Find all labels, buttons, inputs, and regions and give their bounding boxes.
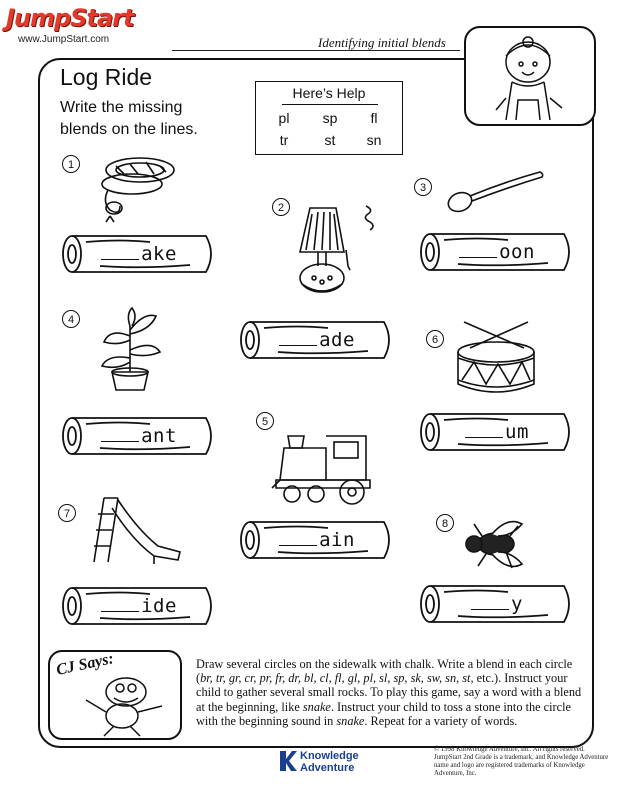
brand-name	[300, 750, 359, 774]
logo-url: www.JumpStart.com	[18, 34, 110, 45]
help-box	[255, 81, 403, 155]
help-blend: fl	[370, 110, 378, 126]
item-number: 1	[62, 155, 80, 173]
help-blend: sn	[366, 132, 382, 148]
log-answer	[418, 582, 576, 626]
answer-blank[interactable]	[101, 423, 139, 442]
word-ending: oon	[499, 241, 535, 263]
word-ending: ide	[141, 595, 177, 617]
fly-icon	[462, 516, 534, 572]
activity-blend-list: br, tr, gr, cr, pr, fr, dr, bl, cl, fl, gl, pl, sl, sp, sk, sw, sn, st,	[200, 671, 474, 686]
help-blend: sp	[322, 110, 338, 126]
log-answer	[418, 230, 576, 274]
log-word[interactable]	[238, 518, 396, 562]
slide-icon	[88, 490, 184, 566]
log-word[interactable]	[418, 230, 576, 274]
cj-frog-icon	[70, 672, 180, 738]
answer-blank[interactable]	[101, 593, 139, 612]
activity-text: etc.). Instruct your child to gather several small rocks. To play this game, say a word with a blend at the beginning, like	[196, 671, 582, 714]
log-word[interactable]	[418, 410, 576, 454]
help-box-rule	[282, 104, 378, 105]
train-icon	[270, 428, 376, 508]
brand-line: Adventure	[300, 762, 355, 774]
item-number: 2	[272, 198, 290, 216]
help-box-title: Here’s Help	[292, 85, 366, 101]
answer-blank[interactable]	[459, 239, 497, 258]
cj-says-box	[48, 650, 182, 740]
activity-text: . Instruct your child to toss a stone into the circle with the beginning sound in	[196, 699, 571, 728]
help-blend: tr	[279, 132, 289, 148]
log-answer	[238, 318, 396, 362]
answer-blank[interactable]	[101, 241, 139, 260]
word-ending: ant	[141, 425, 177, 447]
log-word[interactable]	[238, 318, 396, 362]
mascot-box	[464, 26, 596, 126]
word-ending: y	[511, 593, 523, 615]
log-answer	[238, 518, 396, 562]
help-blend: st	[324, 132, 336, 148]
logo-wordmark: JumpStart	[6, 4, 134, 32]
snake-icon	[96, 150, 180, 224]
item-number: 7	[58, 504, 76, 522]
cj-says-label: CJ Says:	[54, 650, 116, 679]
answer-blank[interactable]	[465, 419, 503, 438]
worksheet-subject: Identifying initial blends	[318, 35, 446, 50]
knowledge-adventure-logo	[276, 747, 396, 777]
spoon-icon	[444, 168, 548, 216]
log-answer	[418, 410, 576, 454]
word-ending: ake	[141, 243, 177, 265]
log-answer	[60, 232, 218, 276]
word-ending: ain	[319, 529, 355, 551]
brand-mark-icon	[276, 749, 298, 773]
plant-icon	[96, 306, 166, 394]
copyright-notice: © 1998 Knowledge Adventure, Inc. All rights reserved. JumpStart 2nd Grade is a trademark, and Knowledge Adventure name and logo are registered trademarks of Knowledge Adventure, Inc.	[434, 746, 609, 777]
log-word[interactable]	[418, 582, 576, 626]
word-ending: um	[505, 421, 529, 443]
item-number: 6	[426, 330, 444, 348]
answer-blank[interactable]	[471, 591, 509, 610]
answer-blank[interactable]	[279, 327, 317, 346]
worksheet-title: Log Ride	[60, 64, 153, 90]
item-number: 8	[436, 514, 454, 532]
word-ending: ade	[319, 329, 355, 351]
mascot-icon	[466, 28, 594, 124]
activity-text: . Repeat for a variety of words.	[364, 713, 518, 728]
activity-example-word: snake	[336, 713, 365, 728]
brand-line: Knowledge	[300, 750, 359, 762]
log-word[interactable]	[60, 584, 218, 628]
lamp-icon	[288, 200, 378, 300]
item-number: 5	[256, 412, 274, 430]
drum-icon	[450, 318, 542, 400]
log-answer	[60, 414, 218, 458]
header-rule	[172, 50, 460, 51]
worksheet-instructions: Write the missing blends on the lines.	[60, 99, 198, 138]
log-answer	[60, 584, 218, 628]
item-number: 3	[414, 178, 432, 196]
item-number: 4	[62, 310, 80, 328]
log-word[interactable]	[60, 414, 218, 458]
answer-blank[interactable]	[279, 527, 317, 546]
jumpstart-logo	[4, 4, 154, 48]
help-blend: pl	[278, 110, 290, 126]
activity-instructions	[196, 657, 586, 728]
activity-example-word: snake	[302, 699, 331, 714]
log-word[interactable]	[60, 232, 218, 276]
activity-text: Draw several circles on the sidewalk with chalk. Write a blend in each circle (	[196, 657, 573, 686]
